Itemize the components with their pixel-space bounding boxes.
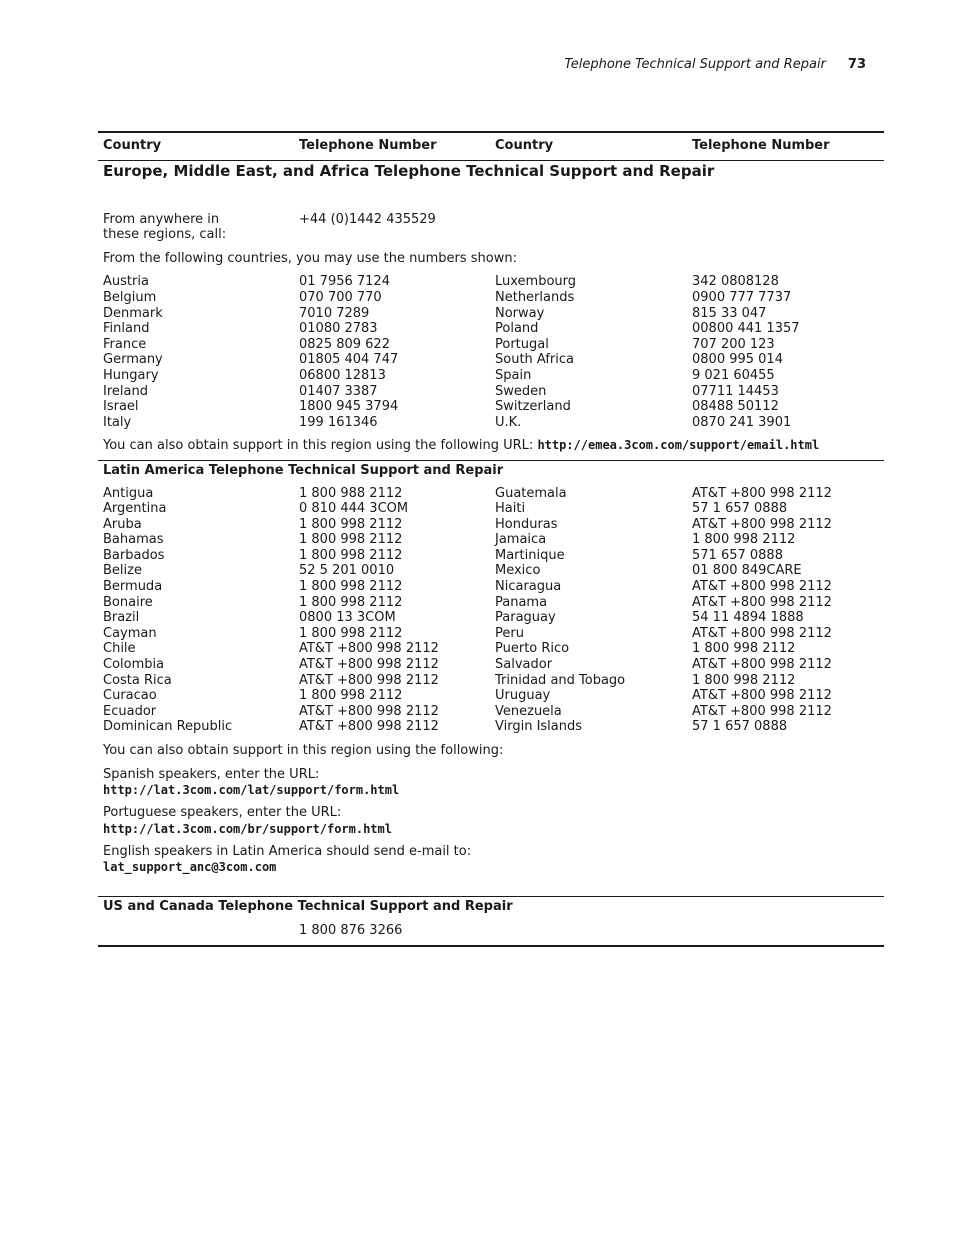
emea-country-cell: Luxembourg: [495, 274, 577, 290]
latam-country-cell: Mexico: [495, 563, 541, 579]
emea-country-cell: Denmark: [103, 305, 163, 321]
us-number: 1 800 876 3266: [299, 922, 403, 938]
latam-country-cell: Bahamas: [103, 532, 164, 548]
latam-country-cell: Puerto Rico: [495, 641, 570, 657]
latam-country-cell: Guatemala: [495, 485, 567, 501]
emea-phone-cell: 0900 777 7737: [692, 289, 792, 305]
latam-country-cell: Panama: [495, 594, 548, 610]
latam-country-cell: Salvador: [495, 657, 553, 673]
emea-phone-cell: 01407 3387: [299, 383, 378, 399]
latam-phone-cell: AT&T +800 998 2112: [692, 703, 832, 719]
page-header: [564, 57, 866, 72]
emea-country-cell: Austria: [103, 274, 149, 290]
latam-country-cell: Ecuador: [103, 703, 157, 719]
latam-country-cell: Chile: [103, 641, 136, 657]
latam-country-cell: Brazil: [103, 610, 140, 626]
latam-section-title: Latin America Telephone Technical Support and Repair: [103, 462, 504, 478]
latam-country-cell: Barbados: [103, 547, 165, 563]
portuguese-url-link[interactable]: http://lat.3com.com/br/support/form.html: [103, 821, 392, 836]
latam-phone-cell: 1 800 998 2112: [299, 532, 403, 548]
column-header-telephone: Telephone Number: [692, 138, 830, 153]
latam-country-cell: Aruba: [103, 516, 142, 532]
emea-intro: From the following countries, you may use the numbers shown:: [103, 250, 517, 266]
emea-anywhere-row: [98, 212, 884, 243]
latam-phone-cell: AT&T +800 998 2112: [692, 516, 832, 532]
emea-phone-cell: 0800 995 014: [692, 352, 783, 368]
latam-phone-cell: 54 11 4894 1888: [692, 610, 804, 626]
emea-phone-cell: 00800 441 1357: [692, 321, 800, 337]
latam-country-cell: Nicaragua: [495, 579, 562, 595]
latam-country-cell: Bermuda: [103, 579, 163, 595]
latam-phone-cell: 1 800 998 2112: [299, 516, 403, 532]
emea-anywhere-number: +44 (0)1442 435529: [299, 211, 436, 227]
emea-phone-cell: 01 7956 7124: [299, 274, 390, 290]
emea-country-cell: U.K.: [495, 414, 522, 430]
emea-phone-cell: 01805 404 747: [299, 352, 399, 368]
emea-anywhere-label: From anywhere in these regions, call:: [103, 211, 227, 243]
latam-phone-cell: 1 800 998 2112: [299, 688, 403, 704]
emea-phone-cell: 08488 50112: [692, 399, 779, 415]
latam-country-cell: Colombia: [103, 657, 165, 673]
latam-phone-cell: 1 800 998 2112: [299, 579, 403, 595]
latam-phone-cell: 1 800 998 2112: [692, 672, 796, 688]
latam-also-text: You can also obtain support in this region using the following:: [103, 743, 504, 758]
portuguese-label: Portuguese speakers, enter the URL:: [103, 805, 342, 821]
english-email-link[interactable]: lat_support_anc@3com.com: [103, 860, 277, 875]
table-bottom-rule: [98, 945, 884, 947]
emea-country-cell: Hungary: [103, 367, 159, 383]
latam-country-cell: Trinidad and Tobago: [495, 672, 626, 688]
latam-phone-cell: 1 800 988 2112: [299, 485, 403, 501]
latam-phone-cell: AT&T +800 998 2112: [692, 657, 832, 673]
latam-phone-cell: AT&T +800 998 2112: [299, 672, 439, 688]
latam-country-cell: Honduras: [495, 516, 558, 532]
column-header-country: Country: [103, 138, 162, 153]
emea-phone-cell: 1800 945 3794: [299, 399, 399, 415]
latam-country-cell: Jamaica: [495, 532, 547, 548]
latam-country-cell: Bonaire: [103, 594, 153, 610]
latam-country-cell: Curacao: [103, 688, 157, 704]
latam-phone-cell: AT&T +800 998 2112: [692, 485, 832, 501]
emea-country-cell: Switzerland: [495, 399, 571, 415]
latam-phone-cell: AT&T +800 998 2112: [692, 594, 832, 610]
emea-country-cell: Spain: [495, 367, 532, 383]
latam-phone-cell: 1 800 998 2112: [299, 594, 403, 610]
column-header-telephone: Telephone Number: [299, 138, 437, 153]
latam-phone-cell: 57 1 657 0888: [692, 719, 788, 735]
latam-country-list: [98, 486, 884, 736]
emea-url-link[interactable]: http://emea.3com.com/support/email.html: [537, 438, 820, 453]
latam-phone-cell: 52 5 201 0010: [299, 563, 395, 579]
latam-country-cell: Cayman: [103, 625, 157, 641]
spanish-label: Spanish speakers, enter the URL:: [103, 766, 320, 782]
running-header-title: Telephone Technical Support and Repair: [564, 57, 826, 72]
latam-phone-cell: AT&T +800 998 2112: [692, 579, 832, 595]
latam-phone-cell: 1 800 998 2112: [692, 641, 796, 657]
latam-phone-cell: 571 657 0888: [692, 547, 783, 563]
emea-country-cell: Portugal: [495, 336, 549, 352]
latam-country-cell: Dominican Republic: [103, 719, 233, 735]
latam-country-cell: Venezuela: [495, 703, 562, 719]
emea-country-cell: Germany: [103, 352, 163, 368]
emea-phone-cell: 9 021 60455: [692, 367, 775, 383]
emea-phone-cell: 070 700 770: [299, 289, 382, 305]
latam-phone-cell: AT&T +800 998 2112: [299, 719, 439, 735]
emea-phone-cell: 01080 2783: [299, 321, 378, 337]
latam-phone-cell: AT&T +800 998 2112: [692, 625, 832, 641]
latam-country-cell: Virgin Islands: [495, 719, 583, 735]
latam-phone-cell: AT&T +800 998 2112: [299, 703, 439, 719]
page-number: 73: [847, 57, 866, 72]
emea-country-cell: France: [103, 336, 147, 352]
latam-country-cell: Costa Rica: [103, 672, 172, 688]
spanish-url-link[interactable]: http://lat.3com.com/lat/support/form.html: [103, 783, 400, 798]
latam-phone-cell: AT&T +800 998 2112: [299, 657, 439, 673]
emea-phone-cell: 199 161346: [299, 414, 378, 430]
latam-phone-cell: 0800 13 3COM: [299, 610, 396, 626]
latam-phone-cell: 01 800 849CARE: [692, 563, 802, 579]
emea-country-cell: Israel: [103, 399, 139, 415]
latam-country-cell: Peru: [495, 625, 524, 641]
us-section-title: US and Canada Telephone Technical Support and Repair: [103, 899, 513, 915]
emea-phone-cell: 0825 809 622: [299, 336, 390, 352]
emea-phone-cell: 7010 7289: [299, 305, 370, 321]
column-headers: [98, 133, 884, 160]
latam-country-cell: Paraguay: [495, 610, 556, 626]
emea-country-list: [98, 274, 884, 430]
latam-phone-cell: AT&T +800 998 2112: [299, 641, 439, 657]
emea-url-line: [98, 438, 884, 460]
emea-phone-cell: 07711 14453: [692, 383, 779, 399]
latam-phone-cell: 1 800 998 2112: [299, 625, 403, 641]
latam-country-cell: Argentina: [103, 501, 167, 517]
english-label: English speakers in Latin America should send e-mail to:: [103, 843, 472, 859]
emea-section-title: Europe, Middle East, and Africa Telephone Technical Support and Repair: [103, 161, 715, 180]
us-number-row: [98, 923, 884, 945]
emea-url-text: You can also obtain support in this region using the following URL:: [103, 438, 538, 454]
emea-country-cell: South Africa: [495, 352, 574, 368]
latam-country-cell: Antigua: [103, 485, 154, 501]
emea-country-cell: Italy: [103, 414, 132, 430]
latam-phone-cell: 1 800 998 2112: [299, 547, 403, 563]
emea-phone-cell: 06800 12813: [299, 367, 386, 383]
latam-phone-cell: AT&T +800 998 2112: [692, 688, 832, 704]
emea-phone-cell: 815 33 047: [692, 305, 767, 321]
latam-phone-cell: 0 810 444 3COM: [299, 501, 409, 517]
emea-country-cell: Sweden: [495, 383, 547, 399]
emea-phone-cell: 342 0808128: [692, 274, 779, 290]
latam-country-cell: Belize: [103, 563, 142, 579]
emea-country-cell: Poland: [495, 321, 539, 337]
support-table: [98, 131, 884, 947]
latam-phone-cell: 57 1 657 0888: [692, 501, 788, 517]
emea-country-cell: Ireland: [103, 383, 148, 399]
latam-country-cell: Haiti: [495, 501, 526, 517]
column-header-country: Country: [495, 138, 554, 153]
latam-country-cell: Martinique: [495, 547, 565, 563]
emea-country-cell: Netherlands: [495, 289, 575, 305]
latam-country-cell: Uruguay: [495, 688, 551, 704]
latam-phone-cell: 1 800 998 2112: [692, 532, 796, 548]
emea-phone-cell: 0870 241 3901: [692, 414, 792, 430]
emea-country-cell: Norway: [495, 305, 545, 321]
emea-country-cell: Belgium: [103, 289, 157, 305]
emea-phone-cell: 707 200 123: [692, 336, 775, 352]
emea-country-cell: Finland: [103, 321, 150, 337]
